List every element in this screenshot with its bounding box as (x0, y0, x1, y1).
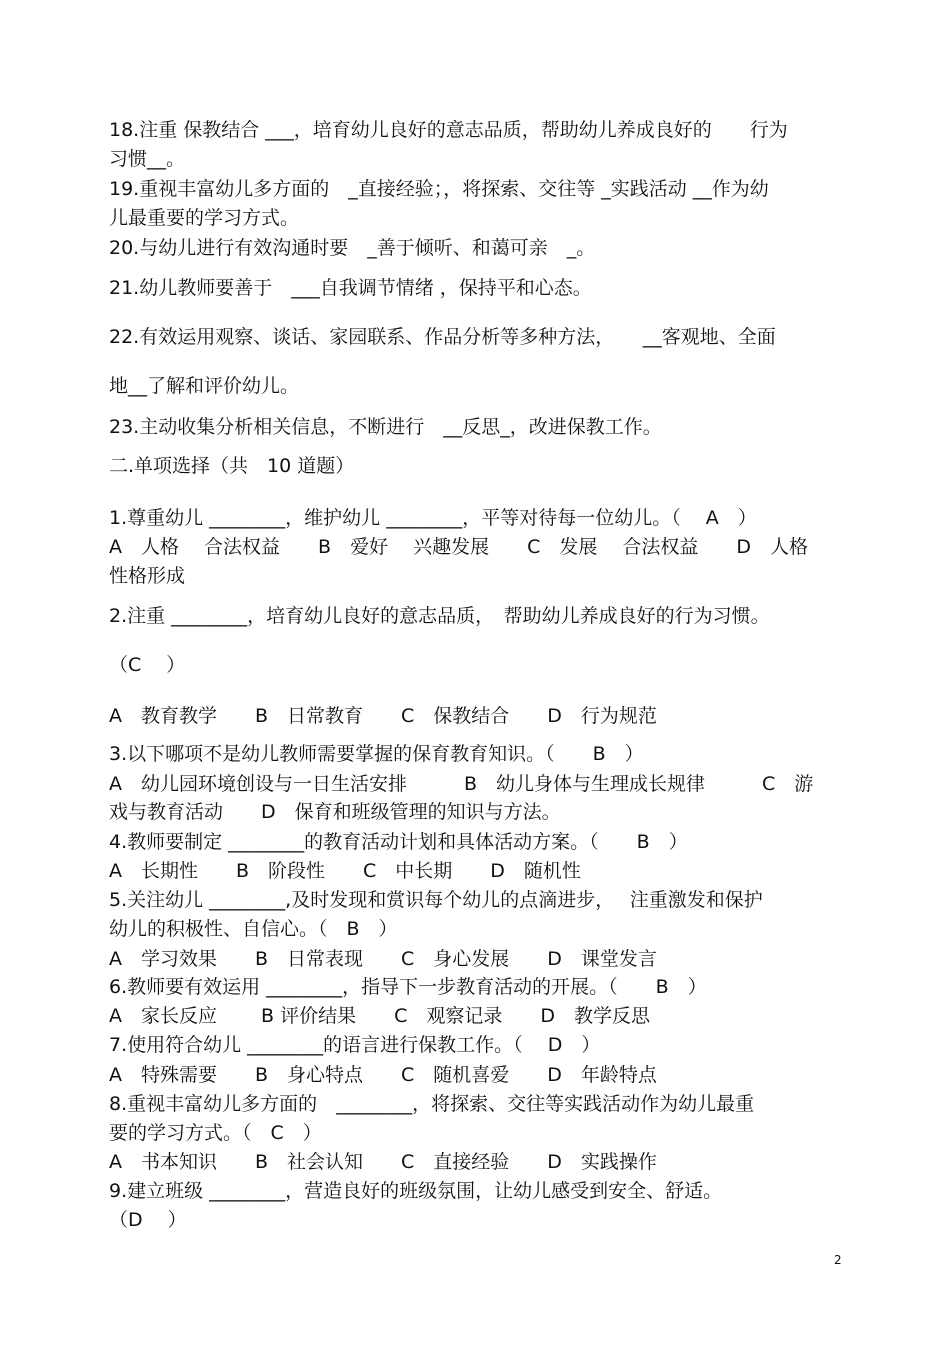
q1-options-a: A 人格 合法权益 B 爱好 兴趣发展 C 发展 合法权益 D 人格 (109, 536, 809, 558)
q8-stem-b: 要的学习方式。（ C ） (109, 1122, 322, 1144)
q8-options: A 书本知识 B 社会认知 C 直接经验 D 实践操作 (109, 1151, 657, 1173)
q2-answer: （C ） (109, 654, 186, 676)
q1-stem: 1.尊重幼儿 ________，维护幼儿 ________，平等对待每一位幼儿。（ A ） (109, 507, 757, 529)
q4-stem: 4.教师要制定 ________的教育活动计划和具体活动方案。（ B ） (109, 831, 688, 853)
q7-options: A 特殊需要 B 身心特点 C 随机喜爱 D 年龄特点 (109, 1064, 657, 1086)
line-19a: 19.重视丰富幼儿多方面的 _直接经验；，将探索、交往等 _实践活动 __作为幼 (109, 178, 769, 200)
line-23: 23.主动收集分析相关信息，不断进行 __反思_，改进保教工作。 (109, 416, 662, 438)
q5-options: A 学习效果 B 日常表现 C 身心发展 D 课堂发言 (109, 948, 657, 970)
line-22a: 22.有效运用观察、谈话、家园联系、作品分析等多种方法， __客观地、全面 (109, 326, 776, 348)
q1-options-b: 性格形成 (109, 565, 186, 587)
q7-stem: 7.使用符合幼儿 ________的语言进行保教工作。（ D ） (109, 1034, 601, 1056)
q3-stem: 3.以下哪项不是幼儿教师需要掌握的保育教育知识。（ B ） (109, 743, 644, 765)
q9-answer: （D ） (109, 1209, 187, 1231)
section-heading: 二.单项选择（共 10 道题） (109, 455, 355, 477)
q8-stem-a: 8.重视丰富幼儿多方面的 ________，将探索、交往等实践活动作为幼儿最重 (109, 1093, 755, 1115)
line-21: 21.幼儿教师要善于 ___自我调节情绪 ，保持平和心态。 (109, 277, 592, 299)
q4-options: A 长期性 B 阶段性 C 中长期 D 随机性 (109, 860, 581, 882)
q6-stem: 6.教师要有效运用 ________，指导下一步教育活动的开展。（ B ） (109, 976, 707, 998)
line-22b: 地__了解和评价幼儿。 (109, 375, 300, 397)
line-18a: 18.注重 保教结合 ___，培育幼儿良好的意志品质，帮助幼儿养成良好的 行为 (109, 119, 788, 141)
line-18b: 习惯__。 (109, 148, 186, 170)
q2-stem: 2.注重 ________，培育幼儿良好的意志品质， 帮助幼儿养成良好的行为习惯。 (109, 605, 770, 627)
q6-options: A 家长反应 B 评价结果 C 观察记录 D 教学反思 (109, 1005, 651, 1027)
q5-stem-a: 5.关注幼儿 ________,及时发现和赏识每个幼儿的点滴进步， 注重激发和保护 (109, 889, 763, 911)
q3-options-b: 戏与教育活动 D 保育和班级管理的知识与方法。 (109, 801, 561, 823)
page-number: 2 (834, 1253, 842, 1267)
q5-stem-b: 幼儿的积极性、自信心。（ B ） (109, 918, 398, 940)
q9-stem: 9.建立班级 ________，营造良好的班级氛围，让幼儿感受到安全、舒适。 (109, 1180, 723, 1202)
line-19b: 儿最重要的学习方式。 (109, 207, 300, 229)
line-20: 20.与幼儿进行有效沟通时要 _善于倾听、和蔼可亲 _。 (109, 237, 596, 259)
q3-options-a: A 幼儿园环境创设与一日生活安排 B 幼儿身体与生理成长规律 C 游 (109, 773, 814, 795)
q2-options: A 教育教学 B 日常教育 C 保教结合 D 行为规范 (109, 705, 657, 727)
